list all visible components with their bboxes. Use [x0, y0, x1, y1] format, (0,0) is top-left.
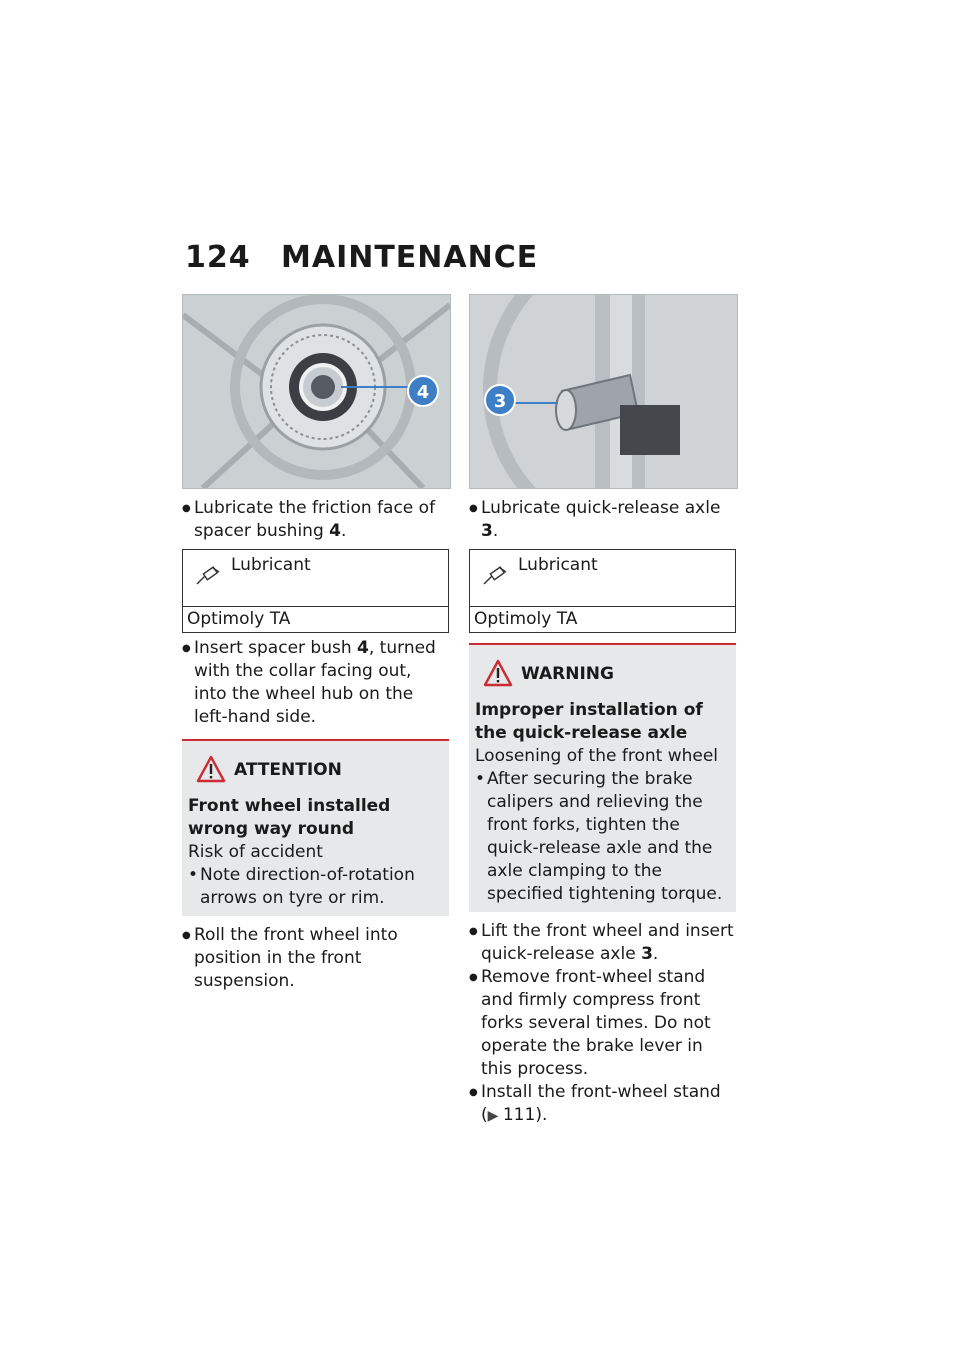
page-header — [185, 240, 538, 275]
step-roll-wheel: ● Roll the front wheel into position in the front suspension. — [182, 924, 449, 993]
page-ref-arrow-icon: ▶ — [487, 1108, 503, 1124]
step-lift-wheel: ● Lift the front wheel and insert quick-release axle 3. — [469, 920, 736, 966]
warning-triangle-icon — [483, 659, 513, 687]
page-title: MAINTENANCE — [281, 240, 539, 275]
page-number: 124 — [185, 240, 251, 275]
callout-4: 4 — [416, 382, 430, 403]
grease-gun-icon — [193, 566, 221, 595]
lubricant-table — [469, 549, 736, 633]
warning-notice — [469, 643, 736, 912]
callout-3: 3 — [493, 391, 507, 412]
page-ref-link[interactable]: 111 — [502, 1105, 536, 1125]
grease-gun-icon — [480, 566, 508, 595]
notice-action: • After securing the brake calipers and relieving the front forks, tighten the quick-release axle and the axle clamping to the specified tightening torque. — [475, 768, 726, 906]
warning-triangle-icon — [196, 755, 226, 783]
lubricant-label: Lubricant — [231, 555, 311, 575]
step-install-stand: ● Install the front-wheel stand (▶ 111). — [469, 1081, 736, 1128]
step-insert-spacer: ● Insert spacer bush 4, turned with the collar facing out, into the wheel hub on the left-hand side. — [182, 637, 449, 729]
notice-heading: Improper installation of the quick-release axle — [475, 700, 703, 743]
notice-title: WARNING — [521, 664, 614, 684]
left-column — [182, 294, 449, 993]
lubricant-value: Optimoly TA — [183, 606, 448, 632]
lubricant-label: Lubricant — [518, 555, 598, 575]
notice-title: ATTENTION — [234, 760, 342, 780]
notice-heading: Front wheel installed wrong way round — [188, 796, 391, 839]
step-lubricate-axle: ● Lubricate quick-release axle 3. — [469, 497, 736, 543]
quick-release-axle-photo — [469, 294, 738, 489]
notice-risk: Loosening of the front wheel — [475, 746, 719, 766]
step-lubricate-spacer: ● Lubricate the friction face of spacer bushing 4. — [182, 497, 449, 543]
attention-notice — [182, 739, 449, 916]
notice-risk: Risk of accident — [188, 842, 323, 862]
notice-action: • Note direction-of-rotation arrows on tyre or rim. — [188, 864, 439, 910]
lubricant-table — [182, 549, 449, 633]
right-column — [469, 294, 736, 1128]
step-remove-stand: ● Remove front-wheel stand and firmly compress front forks several times. Do not operate the brake lever in this process. — [469, 966, 736, 1081]
spacer-bushing-photo — [182, 294, 451, 489]
lubricant-value: Optimoly TA — [470, 606, 735, 632]
